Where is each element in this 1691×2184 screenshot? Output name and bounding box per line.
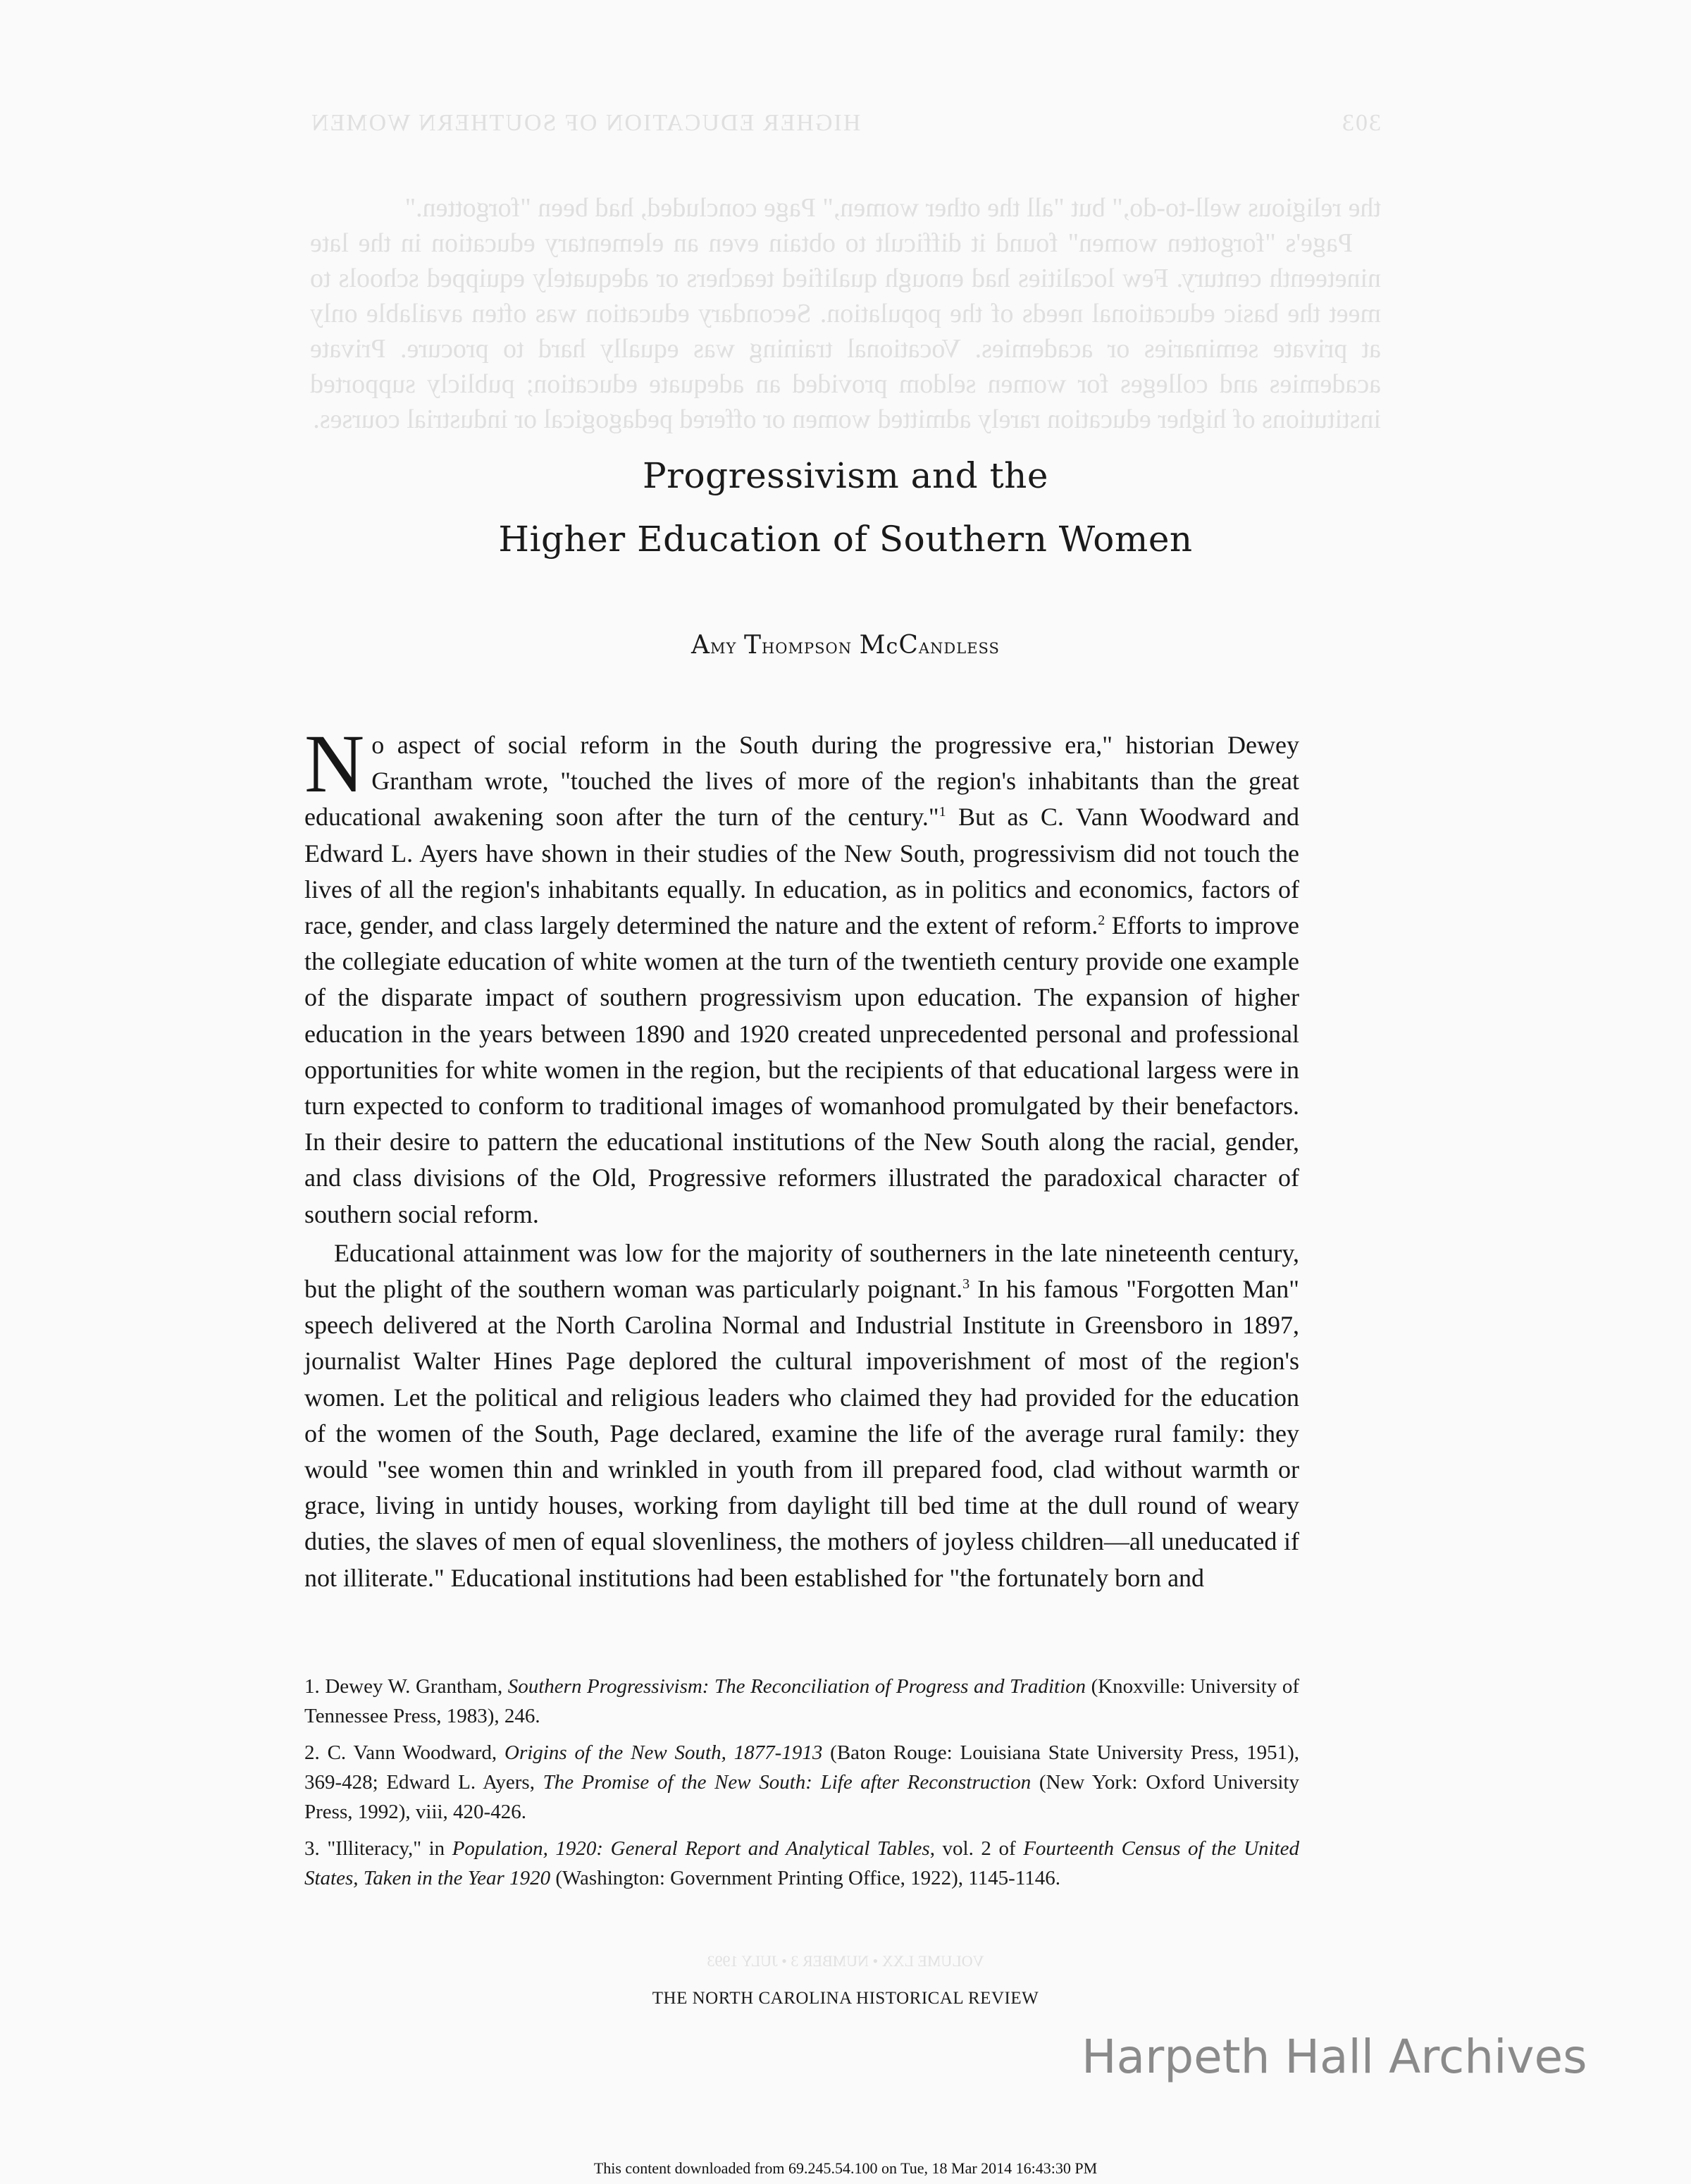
body-paragraph-1: No aspect of social reform in the South during the progressive era," historian Dewey Grantham wrote, "touched the lives of more of the region's inhabitants than the great educational awakening soon after the turn of the century."$^1$ But as C. Vann Woodward and Edward L. Ayers have shown in their studies of the New South, progressivism did not touch the lives of all the region's inhabitants equally. In education, as in politics and economics, factors of race, gender, and class largely determined the nature and the extent of reform.$^2$ Efforts to improve the collegiate education of white women at the turn of the twentieth century provide one example of the disparate impact of southern progressivism upon education. The expansion of higher education in the years between 1890 and 1920 created unprecedented personal and professional opportunities for white women in the region, but the recipients of that educational largess were in turn expected to conform to traditional images of womanhood promulgated by their benefactors. In their desire to pattern the educational institutions of the New South along the racial, gender, and class divisions of the Old, Progressive reformers illustrated the paradoxical character of southern social reform. xyxy=(304,717,1299,1228)
footnote-ref-1: 1 xyxy=(939,804,946,820)
bleed-through-line: the religious well-to-do," but "all the other women," Page concluded, had been "forgotten." xyxy=(404,193,1381,223)
footnote-3: 3. "Illiteracy," in Population, 1920: General Report and Analytical Tables, vol. 2 of Fourteenth Census of the United States, Taken in the Year 1920 (Washington: Government Printing Office, 1922), 1145-1146. xyxy=(304,1837,1300,1889)
article-title-line-2: Higher Education of Southern Women xyxy=(498,519,1193,560)
bleed-through-running-head: HIGHER EDUCATION OF SOUTHERN WOMEN xyxy=(310,110,861,136)
article-body xyxy=(304,717,1299,1596)
bleed-through-page-number: 303 xyxy=(1341,110,1381,136)
footnote-2: 2. C. Vann Woodward, Origins of the New South, 1877-1913 (Baton Rouge: Louisiana State University Press, 1951), 369-428; Edward L. Ayers, The Promise of the New South: Life after Reconstruction (New York: Oxford University Press, 1992), viii, 420-426. xyxy=(304,1741,1300,1823)
article-author: Amy Thompson McCandless xyxy=(691,631,1000,660)
footnotes xyxy=(304,1672,1299,1900)
bleed-through-paragraph: Page's "forgotten women" found it difficult to obtain even an elementary education in the late nineteenth century. Few localities had enough qualified teachers or adequately equipped schools to meet the basic educational needs of the population. Secondary education was often available only at private seminaries or academies. Vocational training was equally hard to procure. Private academies and colleges for women seldom provided an adequate education; publicly supported institutions of higher education rarely admitted women or offered pedagogical or industrial courses. xyxy=(310,228,1381,434)
drop-cap: N xyxy=(304,717,365,810)
download-notice: This content downloaded from 69.245.54.100 on Tue, 18 Mar 2014 16:43:30 PM xyxy=(593,2159,1098,2177)
footnote-1: 1. Dewey W. Grantham, Southern Progressivism: The Reconciliation of Progress and Tradition (Knoxville: University of Tennessee Press, 1983), 246. xyxy=(304,1675,1299,1727)
archive-watermark: Harpeth Hall Archives xyxy=(1082,2030,1587,2084)
article-title-line-1: Progressivism and the xyxy=(643,455,1048,496)
bleed-through-header xyxy=(310,106,1381,141)
footnote-ref-2: 2 xyxy=(1098,913,1105,929)
body-paragraph-2: Educational attainment was low for the majority of southerners in the late nineteenth century, but the plight of the southern woman was particularly poignant.$^3$ In his famous "Forgotten Man" speech delivered at the North Carolina Normal and Industrial Institute in Greensboro in 1897, journalist Walter Hines Page deplored the cultural impoverishment of most of the region's women. Let the political and religious leaders who claimed they had provided for the education of the women of the South, Page declared, examine the life of the average rural family: they would "see women thin and wrinkled in youth from ill prepared food, clad without warmth or grace, living in untidy houses, working from daylight till bed time at the dull round of weary duties, the slaves of men of equal slovenliness, the mothers of joyless children—all uneducated if not illiterate." Educational institutions had been established for "the fortunately born and xyxy=(304,1238,1299,1592)
bleed-through-text xyxy=(310,106,1381,437)
bleed-through-footer: VOLUME LXX • NUMBER 3 • JULY 1993 xyxy=(707,1952,984,1970)
journal-name: THE NORTH CAROLINA HISTORICAL REVIEW xyxy=(652,1989,1039,2008)
footnote-ref-3: 3 xyxy=(962,1276,970,1292)
